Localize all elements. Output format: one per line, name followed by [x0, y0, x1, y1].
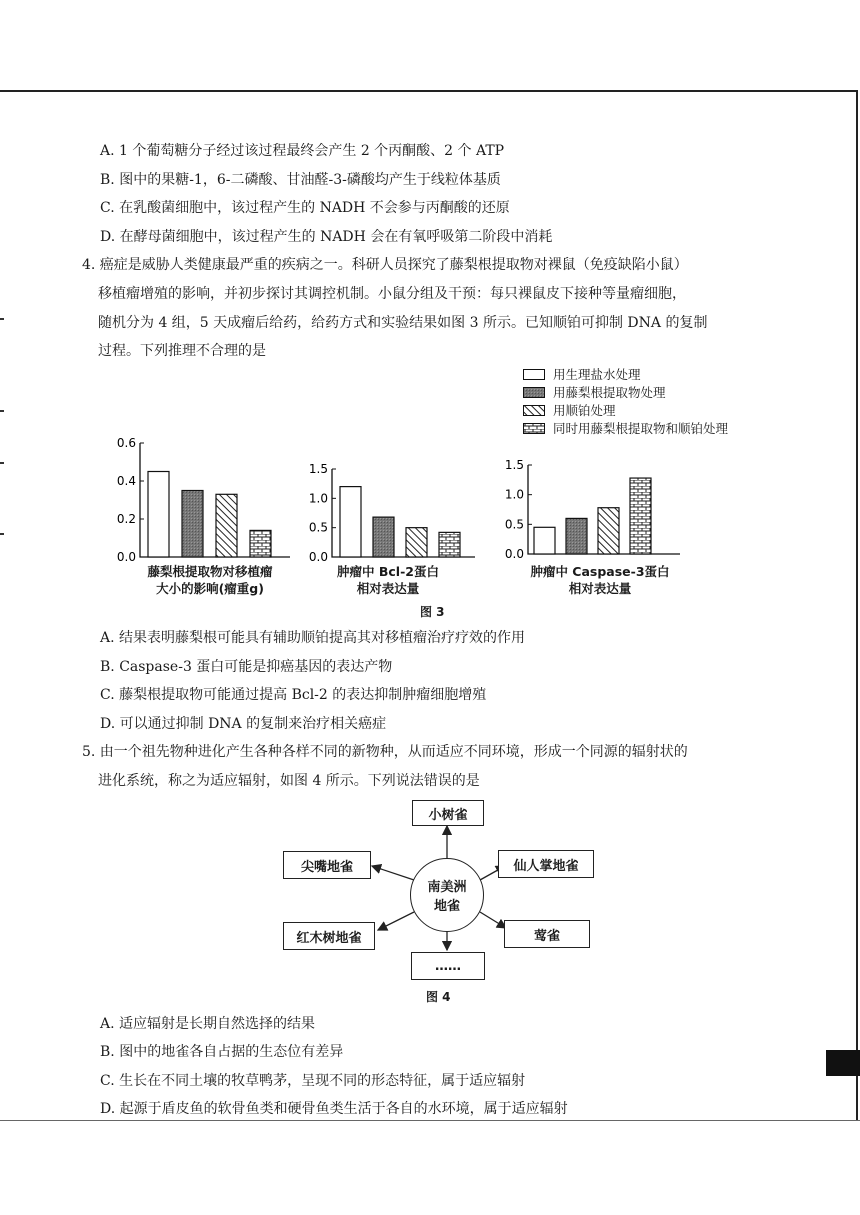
- node-center: [410, 858, 484, 932]
- chart-1-caption-line-2: 大小的影响(瘤重g): [156, 581, 264, 596]
- legend-label: 用藤梨根提取物处理: [553, 385, 666, 400]
- node-upper-left: 尖嘴地雀: [283, 851, 371, 879]
- legend-label: 用顺铂处理: [553, 403, 616, 418]
- arrow-to-upper-left: [372, 866, 414, 880]
- y-tick-label: 0.4: [116, 474, 136, 488]
- y-tick-label: 1.0: [504, 487, 524, 502]
- y-tick-label: 0.2: [116, 512, 136, 526]
- legend-label: 同时用藤梨根提取物和顺铂处理: [553, 421, 729, 436]
- chart-3-caption-line-2: 相对表达量: [568, 581, 632, 596]
- legend-label: 用生理盐水处理: [553, 367, 641, 382]
- y-tick-label: 1.5: [504, 458, 524, 472]
- chart-3-caption-line-1: 肿瘤中 Caspase-3蛋白: [530, 564, 670, 579]
- node-lower-left: 红木树地雀: [283, 922, 375, 950]
- node-bottom: ……: [411, 952, 485, 980]
- q4-stem-line-4: 过程。下列推理不合理的是: [98, 343, 266, 359]
- q5-stem-line-2: 进化系统，称之为适应辐射，如图 4 所示。下列说法错误的是: [98, 773, 480, 789]
- figure-3-label: 图 3: [420, 605, 445, 619]
- node-upper-right: 仙人掌地雀: [498, 850, 594, 878]
- node-lower-right: 莺雀: [504, 920, 590, 948]
- q3-option-b: B. 图中的果糖-1，6-二磷酸、甘油醛-3-磷酸均产生于线粒体基质: [100, 172, 501, 188]
- q5-option-b: B. 图中的地雀各自占据的生态位有差异: [100, 1044, 344, 1060]
- q4-stem-line-2: 移植瘤增殖的影响，并初步探讨其调控机制。小鼠分组及干预：每只裸鼠皮下接种等量瘤细胞，: [98, 286, 686, 302]
- q4-stem-line-3: 随机分为 4 组，5 天成瘤后给药，给药方式和实验结果如图 3 所示。已知顺铂可抑制 DNA 的复制: [98, 315, 708, 331]
- q5-stem-line-1: 5. 由一个祖先物种进化产生各种各样不同的新物种，从而适应不同环境，形成一个同源的辐射状的: [82, 744, 688, 760]
- y-tick-label: 0.6: [116, 436, 136, 450]
- y-tick-label: 1.0: [308, 491, 328, 506]
- y-tick-label: 0.5: [308, 520, 328, 535]
- figure-4-label: 图 4: [426, 990, 451, 1004]
- node-top: 小树雀: [412, 800, 484, 826]
- bottom-rule: [0, 1120, 860, 1121]
- q4-stem-line-1: 4. 癌症是威胁人类健康最严重的疾病之一。科研人员探究了藤梨根提取物对裸鼠（免疫缺陷小鼠）: [82, 257, 688, 273]
- y-tick-label: 0.5: [504, 517, 524, 532]
- y-tick-label: 1.5: [308, 462, 328, 476]
- q5-option-a: A. 适应辐射是长期自然选择的结果: [100, 1016, 316, 1032]
- y-tick-label: 0.0: [308, 550, 328, 564]
- q4-option-a: A. 结果表明藤梨根可能具有辅助顺铂提高其对移植瘤治疗疗效的作用: [100, 630, 526, 646]
- q4-option-b: B. Caspase-3 蛋白可能是抑癌基因的表达产物: [100, 659, 393, 675]
- arrow-to-lower-left: [378, 912, 414, 930]
- chart-2-caption-line-2: 相对表达量: [356, 581, 420, 596]
- q5-option-d: D. 起源于盾皮鱼的软骨鱼类和硬骨鱼类生活于各自的水环境，属于适应辐射: [100, 1101, 568, 1117]
- q5-option-c: C. 生长在不同土壤的牧草鸭茅，呈现不同的形态特征，属于适应辐射: [100, 1073, 526, 1089]
- y-tick-label: 0.0: [504, 547, 524, 561]
- center-line-1: 南美洲: [427, 880, 467, 895]
- center-line-2: 地雀: [433, 899, 460, 914]
- y-tick-label: 0.0: [116, 550, 136, 564]
- page-edge-tab: [826, 1050, 860, 1076]
- q3-option-d: D. 在酵母菌细胞中，该过程产生的 NADH 会在有氧呼吸第二阶段中消耗: [100, 229, 553, 245]
- chart-2-caption-line-1: 肿瘤中 Bcl-2蛋白: [337, 564, 439, 579]
- q4-option-d: D. 可以通过抑制 DNA 的复制来治疗相关癌症: [100, 716, 387, 732]
- chart-1-caption-line-1: 藤梨根提取物对移植瘤: [147, 564, 273, 579]
- q3-option-a: A. 1 个葡萄糖分子经过该过程最终会产生 2 个丙酮酸、2 个 ATP: [100, 143, 505, 159]
- q4-option-c: C. 藤梨根提取物可能通过提高 Bcl-2 的表达抑制肿瘤细胞增殖: [100, 687, 487, 703]
- arrow-to-lower-right: [480, 912, 506, 928]
- q3-option-c: C. 在乳酸菌细胞中，该过程产生的 NADH 不会参与丙酮酸的还原: [100, 200, 510, 216]
